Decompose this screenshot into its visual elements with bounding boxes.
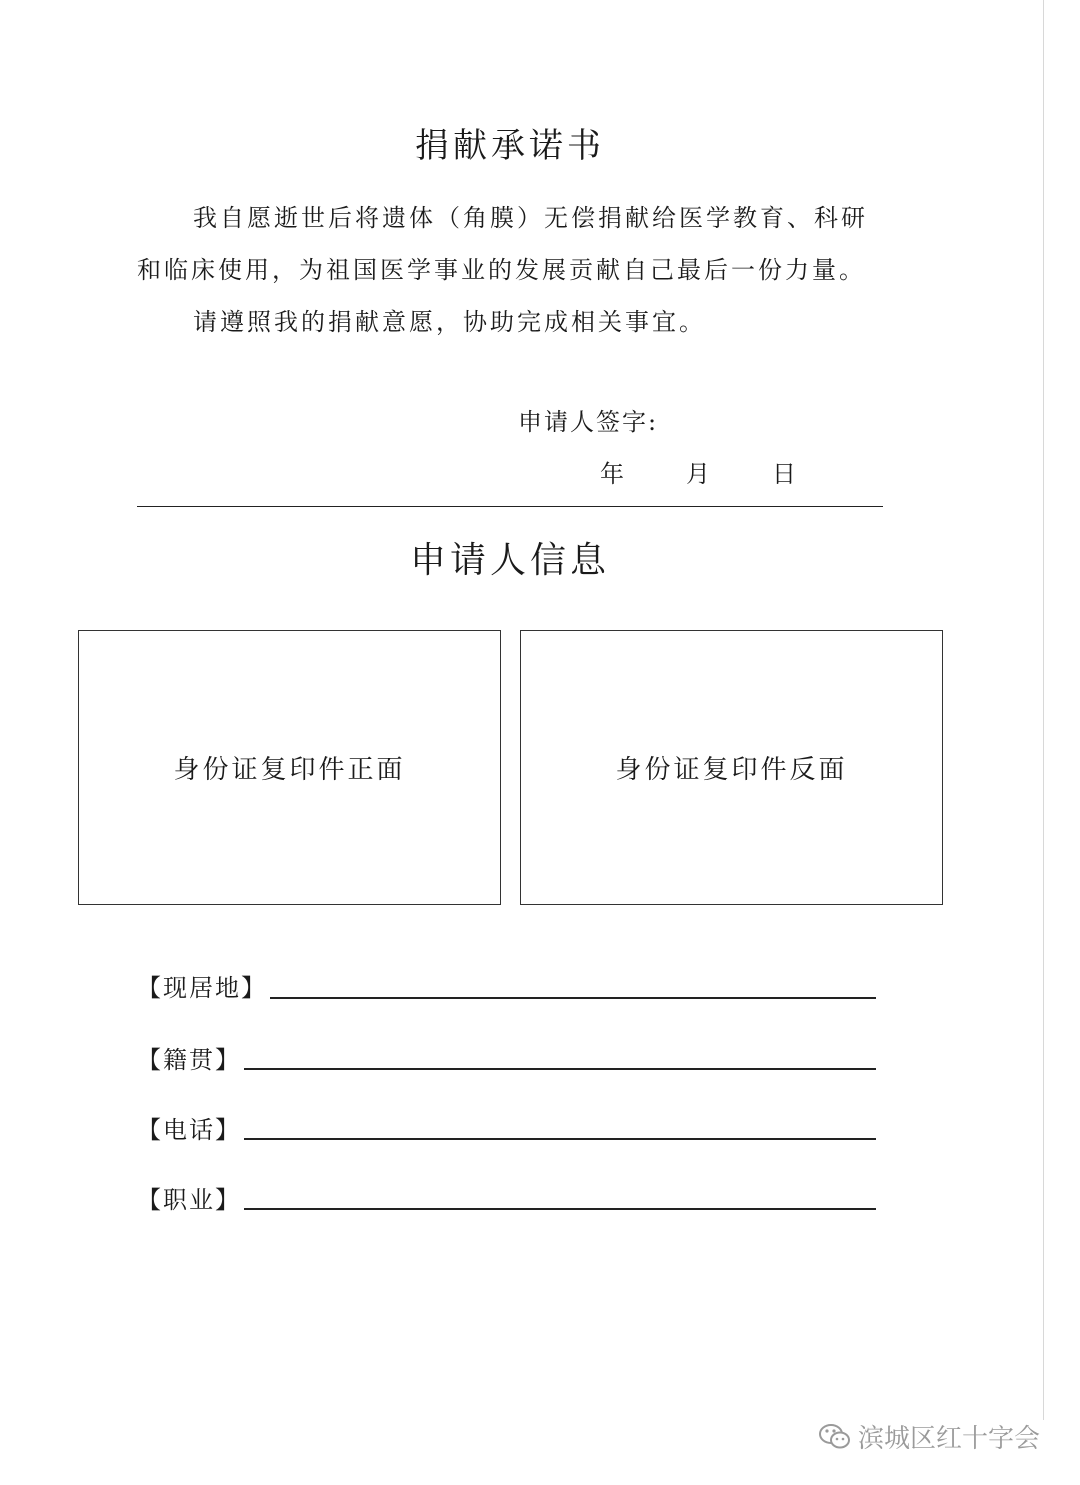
field-line-occupation: [244, 1208, 876, 1210]
pledge-paragraph-2: 请遵照我的捐献意愿，协助完成相关事宜。: [193, 308, 706, 336]
date-month-label: 月: [686, 460, 710, 488]
pledge-paragraph-line-2: 和临床使用，为祖国医学事业的发展贡献自己最后一份力量。: [137, 256, 866, 284]
field-label-phone: 【电话】: [137, 1116, 241, 1144]
id-back-label: 身份证复印件反面: [615, 755, 848, 785]
wechat-icon: [818, 1420, 852, 1454]
field-line-phone: [244, 1138, 876, 1140]
page-edge: [1043, 0, 1044, 1420]
watermark-text: 滨城区红十字会: [858, 1424, 1041, 1454]
id-front-label: 身份证复印件正面: [173, 755, 406, 785]
field-line-native-place: [244, 1068, 876, 1070]
id-back-box: [520, 630, 943, 905]
pledge-title: 捐献承诺书: [415, 126, 605, 166]
field-label-residence: 【现居地】: [137, 974, 267, 1002]
signature-label: 申请人签字:: [518, 408, 659, 436]
pledge-paragraph-line-1: 我自愿逝世后将遗体（角膜）无偿捐献给医学教育、科研: [193, 204, 868, 232]
date-day-label: 日: [772, 460, 796, 488]
watermark: [818, 1418, 1040, 1455]
applicant-info-title: 申请人信息: [409, 540, 610, 581]
section-divider: [137, 506, 883, 507]
date-year-label: 年: [600, 460, 624, 488]
field-label-native-place: 【籍贯】: [137, 1046, 241, 1074]
field-label-occupation: 【职业】: [137, 1186, 241, 1214]
id-front-box: [78, 630, 501, 905]
field-line-residence: [270, 997, 876, 999]
